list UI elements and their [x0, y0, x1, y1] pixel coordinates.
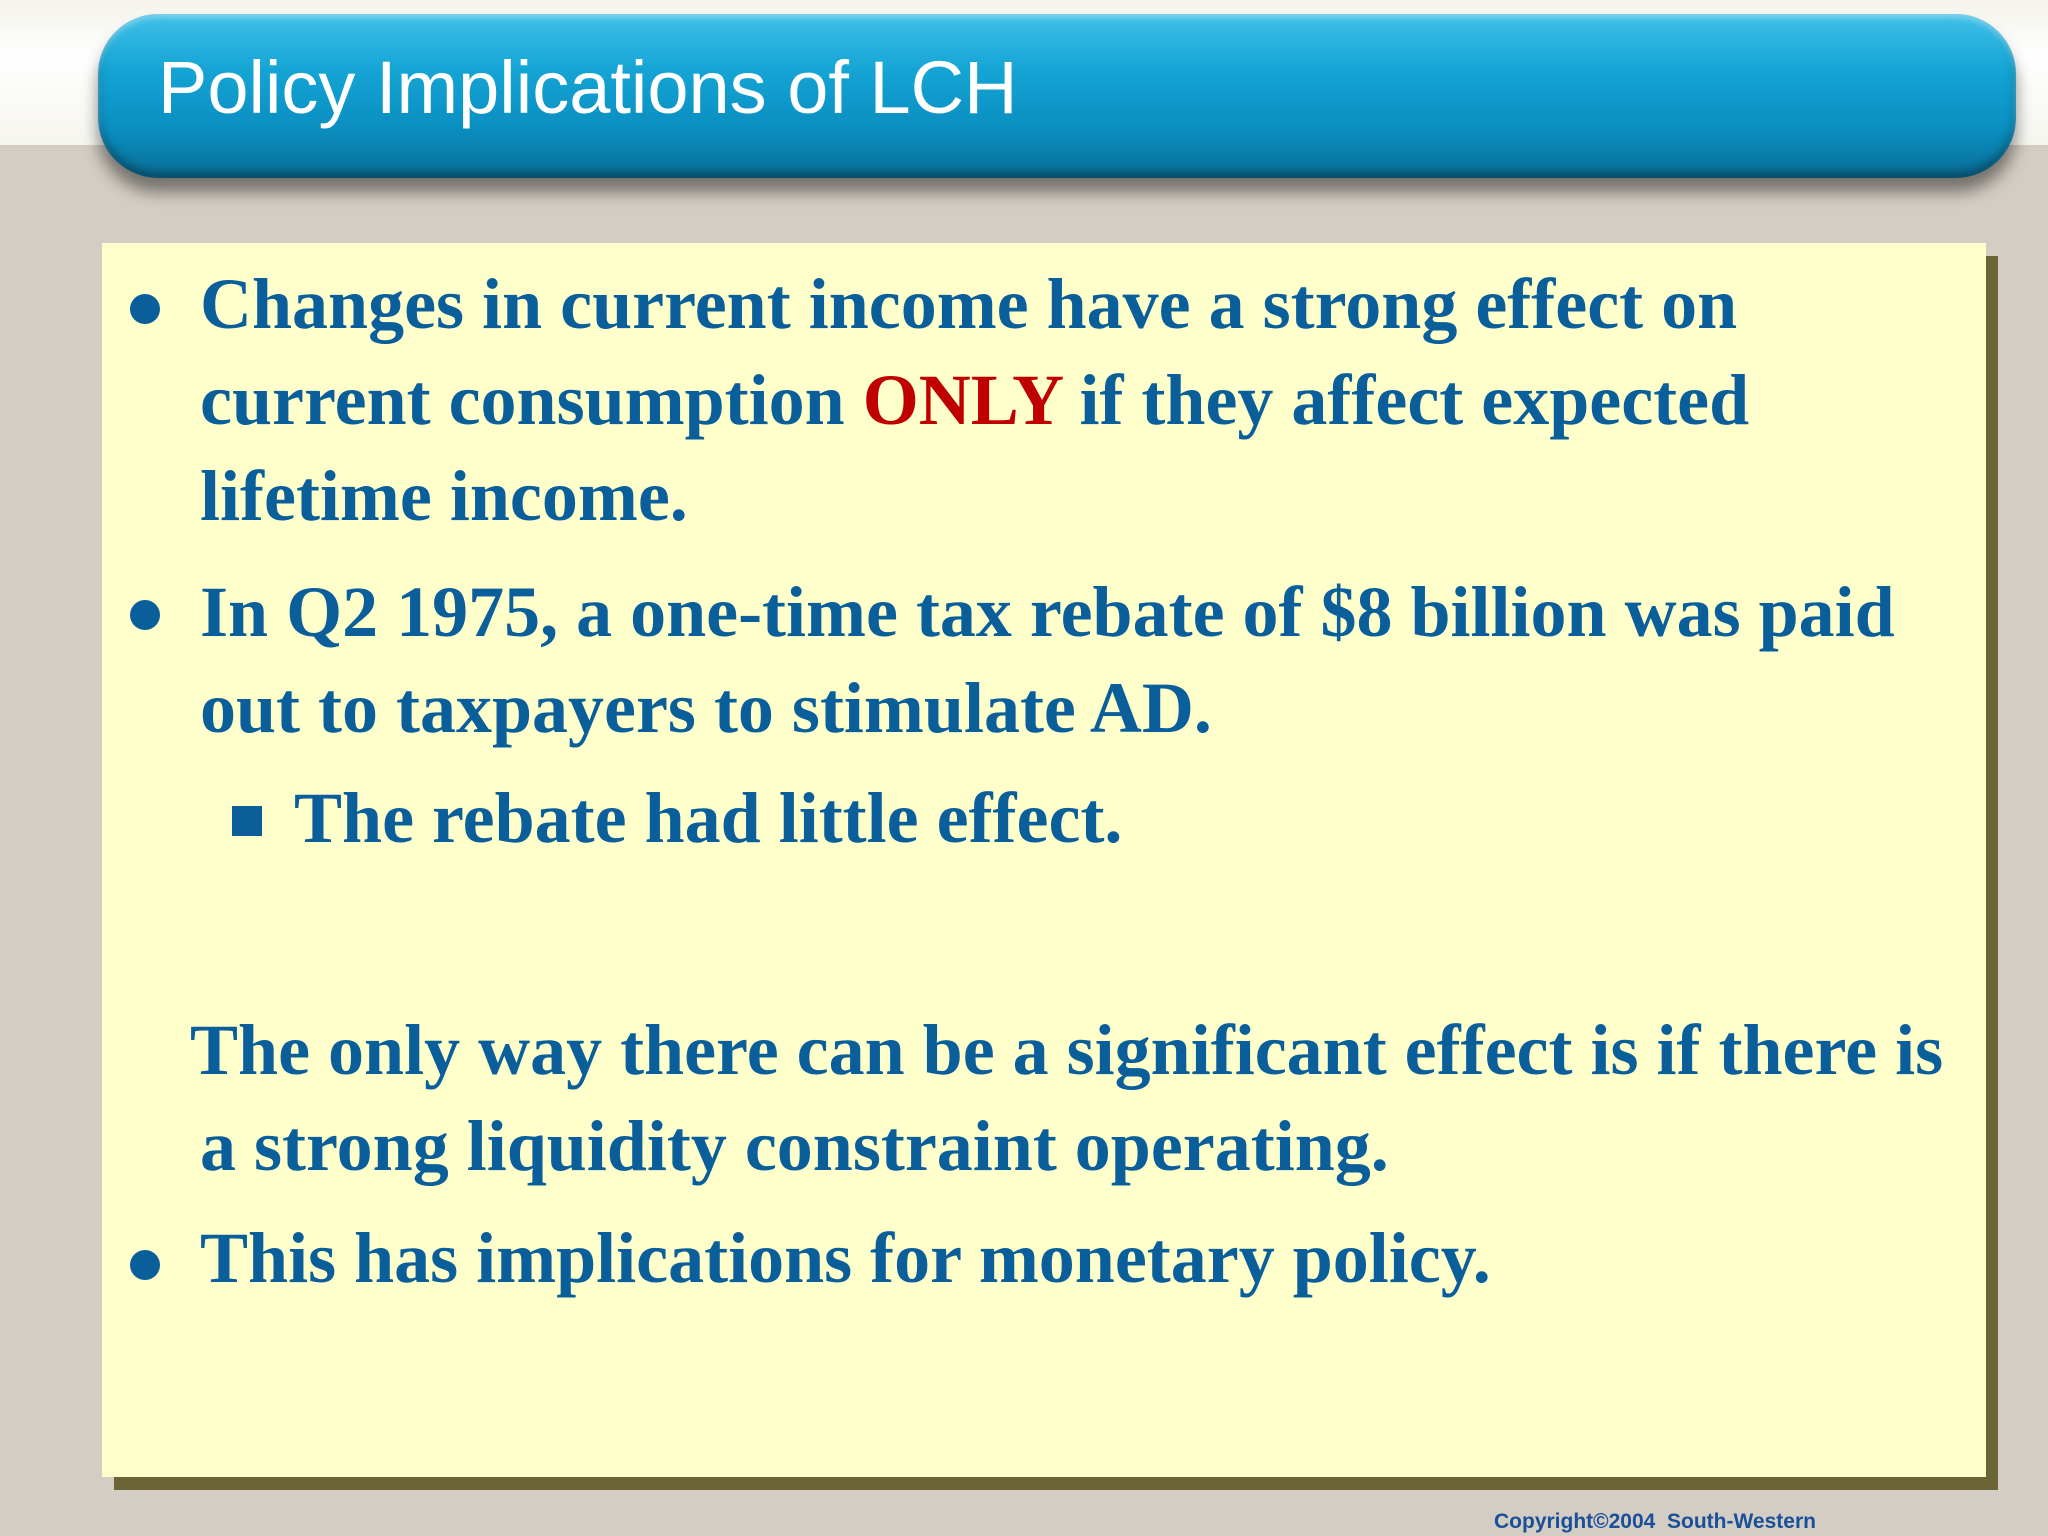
sub-bullet-label: The rebate had little effect.: [294, 778, 1123, 858]
bullet-icon: [130, 600, 160, 630]
bullet-1-after: if they affect expected lifetime income.: [200, 360, 1750, 536]
bullet-icon: [130, 294, 160, 324]
copyright-notice: Copyright©2004 South-Western: [1494, 1510, 1816, 1533]
slide-title: Policy Implications of LCH: [158, 46, 1018, 129]
bullet-1-before: Changes in current income have a strong effect on current consumption: [200, 264, 1738, 440]
bullet-3-text: This has implications for monetary policy.: [200, 1218, 1491, 1298]
bullet-1-emphasis: ONLY: [862, 360, 1062, 440]
sub-bullet-text: [232, 770, 1932, 866]
bullet-1-text: [200, 256, 1960, 544]
bullet-2-text: In Q2 1975, a one-time tax rebate of $8 billion was paid out to taxpayers to stimulate AD.: [200, 572, 1895, 748]
bullet-icon: [130, 1250, 160, 1280]
liquidity-note: The only way there can be a significant effect is if there is a strong liquidity constraint operating.: [190, 1010, 1944, 1186]
